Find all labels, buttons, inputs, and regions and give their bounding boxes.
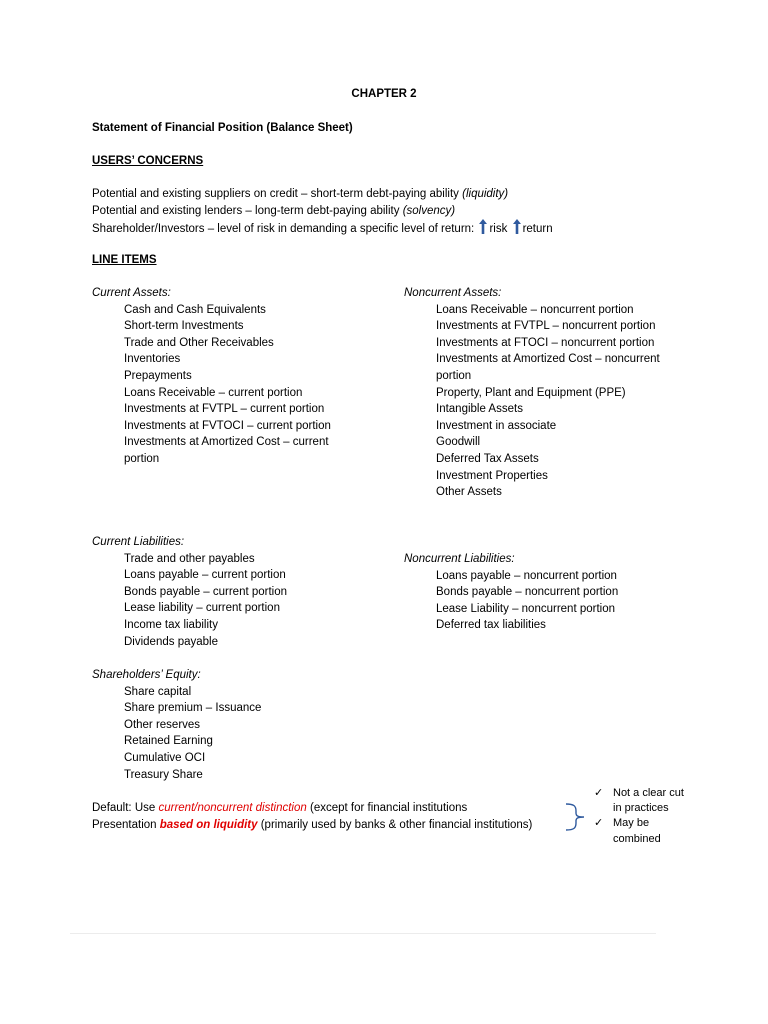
noncurrent-liabilities-section [404,551,694,634]
note-text: Not a clear cut in practices [613,787,684,815]
list-item: Loans Receivable – noncurrent portion [436,303,634,316]
liquidity-emphasis: based on liquidity [159,819,258,831]
list-item: Bonds payable – noncurrent portion [436,586,619,599]
list-item: Prepayments [124,369,192,382]
list-item: Share premium – Issuance [124,702,262,715]
current-assets-list [92,302,382,468]
list-item: Other Assets [436,486,502,499]
list-item: Trade and other payables [124,552,255,565]
arrow-up-icon [479,219,487,234]
concern-line-suppliers [92,186,508,203]
list-item: Investments at FVTPL – noncurrent portion [436,320,656,333]
document-subtitle: Statement of Financial Position (Balance Sheet) [92,122,353,134]
list-item: Dividends payable [124,635,218,648]
list-item: Treasury Share [124,768,203,781]
list-item: Investments at FVTOCI – current portion [124,419,331,432]
liquidity-term: (liquidity) [462,188,509,200]
list-item: Lease liability – current portion [124,602,280,615]
list-item: Loans Receivable – current portion [124,386,303,399]
liquidity-prefix: Presentation [92,819,160,831]
noncurrent-liabilities-list [404,568,694,634]
concern-line-investors [92,219,553,238]
risk-label: risk [489,223,508,235]
concern-line-lenders [92,203,455,220]
list-item: Other reserves [124,718,201,731]
list-item: Short-term Investments [124,320,244,333]
current-assets-section [92,285,382,468]
current-liabilities-label: Current Liabilities: [92,536,185,548]
list-item: Property, Plant and Equipment (PPE) [436,386,626,399]
list-item: Income tax liability [124,618,218,631]
list-item: Cash and Cash Equivalents [124,303,266,316]
list-item: Loans payable – current portion [124,569,286,582]
list-item: Bonds payable – current portion [124,585,288,598]
users-concerns-heading: USERS’ CONCERNS [92,155,204,167]
note-item [594,786,684,816]
default-presentation-line [92,800,467,817]
current-noncurrent-emphasis: current/noncurrent distinction [158,802,307,814]
list-item: Investments at Amortized Cost – current portion [124,436,329,465]
default-prefix: Default: Use [92,802,159,814]
note-item [594,816,684,846]
list-item: Share capital [124,685,192,698]
list-item: Investment in associate [436,419,557,432]
curly-brace-icon [562,802,590,832]
note-text: May be combined [613,817,661,845]
list-item: Retained Earning [124,735,213,748]
list-item: Deferred tax liabilities [436,619,546,632]
checkmark-icon: ✓ [594,817,604,830]
concern-text: Potential and existing lenders – long-term debt-paying ability [92,205,403,217]
line-items-heading: LINE ITEMS [92,254,157,266]
page-footer-divider [70,933,656,934]
list-item: Investments at FTOCI – noncurrent portion [436,336,655,349]
chapter-title: CHAPTER 2 [351,88,417,100]
noncurrent-assets-section [404,285,694,501]
noncurrent-assets-list [404,302,694,501]
noncurrent-assets-label: Noncurrent Assets: [404,287,502,299]
list-item: Goodwill [436,436,481,449]
list-item: Loans payable – noncurrent portion [436,569,617,582]
concern-text: Shareholder/Investors – level of risk in demanding a specific level of return: [92,223,475,235]
solvency-term: (solvency) [402,205,456,217]
current-liabilities-list [92,551,382,651]
default-suffix: (except for financial institutions [306,802,468,814]
liquidity-suffix: (primarily used by banks & other financial institutions) [257,819,533,831]
noncurrent-liabilities-label: Noncurrent Liabilities: [404,553,515,565]
arrow-up-icon [513,219,521,234]
equity-list [92,684,382,784]
list-item: Cumulative OCI [124,751,206,764]
current-liabilities-section [92,534,382,650]
list-item: Inventories [124,353,181,366]
current-assets-label: Current Assets: [92,287,171,299]
side-notes [594,786,684,847]
list-item: Trade and Other Receivables [124,336,274,349]
list-item: Lease Liability – noncurrent portion [436,602,616,615]
list-item: Deferred Tax Assets [436,452,539,465]
list-item: Investments at FVTPL – current portion [124,403,325,416]
list-item: Intangible Assets [436,403,523,416]
checkmark-icon: ✓ [594,787,604,799]
liquidity-presentation-line [92,817,532,834]
concern-text: Potential and existing suppliers on credit – short-term debt-paying ability [92,188,463,200]
list-item: Investments at Amortized Cost – noncurrent portion [436,353,660,382]
return-label: return [522,223,553,235]
equity-section [92,667,382,783]
list-item: Investment Properties [436,469,548,482]
equity-label: Shareholders’ Equity: [92,669,201,681]
